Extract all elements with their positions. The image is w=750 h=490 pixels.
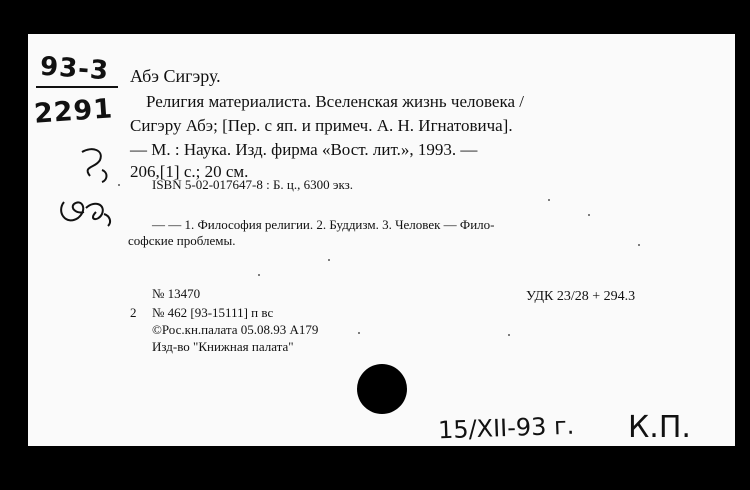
udc-code: УДК 23/28 + 294.3 (526, 289, 636, 304)
registration-number: № 13470 (152, 286, 201, 301)
title-line-1: Религия материалиста. Вселенская жизнь человека / (146, 92, 524, 111)
handwritten-initials: К.П. (628, 410, 691, 445)
title-line-3: — М. : Наука. Изд. фирма «Вост. лит.», 1993. — (130, 140, 478, 159)
subjects-line-1: — — 1. Философия религии. 2. Буддизм. 3. Человек — Фило- (152, 217, 495, 232)
catalog-card (28, 34, 735, 446)
shelf-mark-divider (36, 86, 118, 88)
shelf-mark-bottom: 2291 (33, 93, 115, 130)
subjects-line-2: софские проблемы. (128, 233, 236, 248)
handwritten-scribble (52, 142, 122, 237)
title-line-2: Сигэру Абэ; [Пер. с яп. и примеч. А. Н. Игнатовича]. (130, 116, 513, 135)
order-number: № 462 [93-15111] п вс (152, 305, 274, 320)
handwritten-date: 15/XII-93 г. (437, 411, 575, 445)
copyright-line: ©Рос.кн.палата 05.08.93 А179 (152, 322, 319, 337)
punch-hole (357, 364, 407, 414)
copy-number: 2 (130, 305, 137, 320)
card-author: Абэ Сигэру. (130, 66, 221, 86)
isbn-line: ISBN 5-02-017647-8 : Б. ц., 6300 экз. (152, 177, 353, 192)
publisher-line: Изд-во "Книжная палата" (152, 339, 294, 354)
title-line-4: 206,[1] с.; 20 см. (130, 162, 249, 181)
shelf-mark-top: 93-3 (39, 51, 111, 87)
